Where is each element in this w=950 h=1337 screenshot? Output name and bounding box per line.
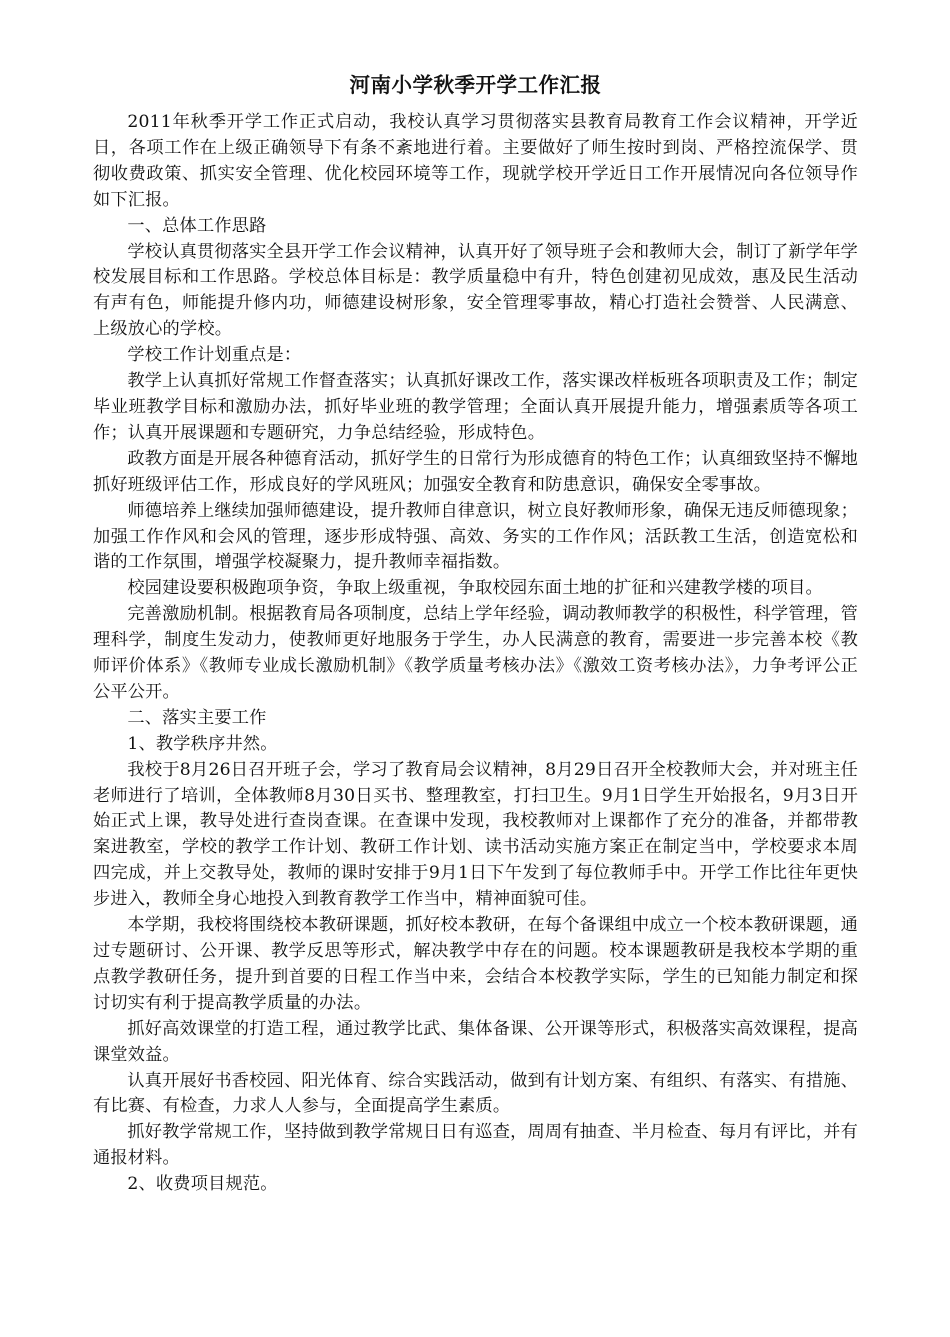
section-heading-2: 二、落实主要工作 bbox=[127, 707, 267, 728]
document-page bbox=[93, 66, 858, 1198]
paragraph: 本学期，我校将围绕校本教研课题，抓好校本教研，在每个备课组中成立一个校本教研课题，通过专题研讨、公开课、教学反思等形式，解决教学中存在的问题。校本课题教研是我校本学期的重点教学教研任务，提升到首要的日程工作当中来，会结合本校教学实际，学生的已知能力制定和探讨切实有利于提高教学质量的办法。 bbox=[93, 915, 858, 1013]
section-heading-1: 一、总体工作思路 bbox=[127, 215, 267, 236]
paragraph: 校园建设要积极跑项争资，争取上级重视，争取校园东面土地的扩征和兴建教学楼的项目。 bbox=[127, 578, 823, 599]
paragraph: 学校工作计划重点是： bbox=[127, 345, 302, 366]
document-title: 河南小学秋季开学工作汇报 bbox=[349, 73, 602, 97]
paragraph: 抓好高效课堂的打造工程，通过教学比武、集体备课、公开课等形式，积极落实高效课程，提高课堂效益。 bbox=[93, 1018, 858, 1065]
paragraph: 学校认真贯彻落实全县开学工作会议精神，认真开好了领导班子会和教师大会，制订了新学年学校发展目标和工作思路。学校总体目标是：教学质量稳中有升，特色创建初见成效，惠及民生活动有声有色，师能提升修内功，师德建设树形象，安全管理零事故，精心打造社会赞誉、人民满意、上级放心的学校。 bbox=[93, 241, 858, 340]
paragraph: 完善激励机制。根据教育局各项制度，总结上学年经验，调动教师教学的积极性，科学管理，管理科学，制度生发动力，使教师更好地服务于学生，办人民满意的教育，需要进一步完善本校《教师评价体系》《教师专业成长激励机制》《教学质量考核办法》《激效工资考核办法》，力争考评公正公平公开。 bbox=[93, 604, 858, 702]
document-body bbox=[93, 110, 858, 1198]
subheading: 2、收费项目规范。 bbox=[127, 1174, 278, 1195]
paragraph: 抓好教学常规工作，坚持做到教学常规日日有巡查，周周有抽查、半月检查、每月有评比，并有通报材料。 bbox=[93, 1122, 858, 1169]
paragraph-intro: 2011年秋季开学工作正式启动，我校认真学习贯彻落实县教育局教育工作会议精神，开学近日，各项工作在上级正确领导下有条不紊地进行着。主要做好了师生按时到岗、严格控流保学、贯彻收费政策、抓实安全管理、优化校园环境等工作，现就学校开学近日工作开展情况向各位领导作如下汇报。 bbox=[93, 112, 858, 210]
paragraph: 教学上认真抓好常规工作督查落实；认真抓好课改工作，落实课改样板班各项职责及工作；制定毕业班教学目标和激励办法，抓好毕业班的教学管理；全面认真开展提升能力，增强素质等各项工作；认真开展课题和专题研究，力争总结经验，形成特色。 bbox=[93, 371, 858, 443]
paragraph: 师德培养上继续加强师德建设，提升教师自律意识，树立良好教师形象，确保无违反师德现象；加强工作作风和会风的管理，逐步形成特强、高效、务实的工作作风；活跃教工生活，创造宽松和谐的工作氛围，增强学校凝聚力，提升教师幸福指数。 bbox=[93, 500, 858, 573]
paragraph: 我校于8月26日召开班子会，学习了教育局会议精神，8月29日召开全校教师大会，并对班主任老师进行了培训，全体教师8月30日买书、整理教室，打扫卫生。9月1日学生开始报名，9月3日开始正式上课，教导处进行查岗查课。在查课中发现，我校教师对上课都作了充分的准备，并都带教案进教室，学校的教学工作计划、教研工作计划、读书活动实施方案正在制定当中，学校要求本周四完成，并上交教导处，教师的课时安排于9月1日下午发到了每位教师手中。开学工作比往年更快步进入，教师全身心地投入到教育教学工作当中，精神面貌可佳。 bbox=[93, 759, 858, 910]
paragraph: 认真开展好书香校园、阳光体育、综合实践活动，做到有计划方案、有组织、有落实、有措施、有比赛、有检查，力求人人参与，全面提高学生素质。 bbox=[93, 1070, 858, 1117]
subheading: 1、教学秩序井然。 bbox=[127, 733, 278, 754]
paragraph: 政教方面是开展各种德育活动，抓好学生的日常行为形成德育的特色工作；认真细致坚持不懈地抓好班级评估工作，形成良好的学风班风；加强安全教育和防患意识，确保安全零事故。 bbox=[93, 448, 858, 495]
